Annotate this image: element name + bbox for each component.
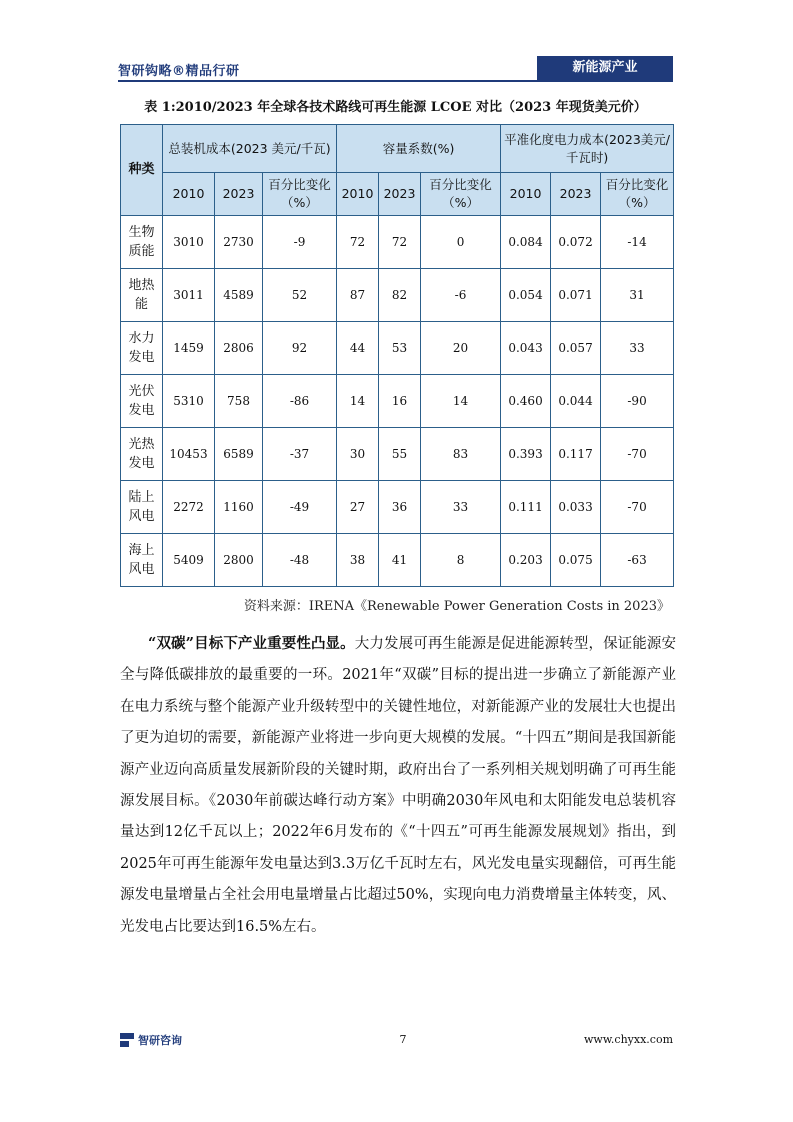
- table-cell: -90: [601, 375, 674, 428]
- footer-logo-text: 智研咨询: [138, 1034, 182, 1047]
- subheader-pct-change: 百分比变化（%）: [601, 173, 674, 216]
- table-cell: -63: [601, 534, 674, 587]
- table-cell: 2806: [215, 322, 263, 375]
- table-row: [121, 269, 674, 322]
- table-cell: 16: [379, 375, 421, 428]
- table-cell: 5409: [163, 534, 215, 587]
- table-cell: 82: [379, 269, 421, 322]
- lcoe-table: [120, 124, 674, 587]
- table-cell: 14: [421, 375, 501, 428]
- table-row: [121, 216, 674, 269]
- table-cell: 0.111: [501, 481, 551, 534]
- table-source: 资料来源：IRENA《Renewable Power Generation Costs in 2023》: [243, 599, 670, 614]
- table-cell: 55: [379, 428, 421, 481]
- table-cell: 87: [337, 269, 379, 322]
- table-cell: 38: [337, 534, 379, 587]
- table-cell: 44: [337, 322, 379, 375]
- table-cell: 0.057: [551, 322, 601, 375]
- table-cell: 5310: [163, 375, 215, 428]
- table-cell: 1160: [215, 481, 263, 534]
- table-cell: 0.043: [501, 322, 551, 375]
- table-row: [121, 428, 674, 481]
- table-cell: -70: [601, 428, 674, 481]
- table-row: [121, 481, 674, 534]
- table-cell: 0.075: [551, 534, 601, 587]
- subheader-year-2010: 2010: [337, 173, 379, 216]
- table-cell: 2800: [215, 534, 263, 587]
- paragraph-text: 大力发展可再生能源是促进能源转型，保证能源安全与降低碳排放的最重要的一环。2021年“双碳”目标的提出进一步确立了新能源产业在电力系统与整个能源产业升级转型中的关键性地位，对新能源产业的发展壮大也提出了更为迫切的需要，新能源产业将进一步向更大规模的发展。“十四五”期间是我国新能源产业迈向高质量发展新阶段的关键时期，政府出台了一系列相关规划明确了可再生能源发展目标。《2030年前碳达峰行动方案》中明确2030年风电和太阳能发电总装机容量达到12亿千瓦以上；2022年6月发布的《“十四五”可再生能源发展规划》指出，到2025年可再生能源年发电量达到3.3万亿千瓦时左右，风光发电量实现翻倍，可再生能源发电量增量占全社会用电量增量占比超过50%，实现向电力消费增量主体转变，风、光发电占比要达到16.5%左右。: [120, 636, 677, 935]
- footer-logo: [120, 1032, 182, 1048]
- table-cell: 83: [421, 428, 501, 481]
- table-cell: 4589: [215, 269, 263, 322]
- table-cell: -14: [601, 216, 674, 269]
- table-cell: 33: [601, 322, 674, 375]
- table-cell: 0.071: [551, 269, 601, 322]
- subheader-year-2023: 2023: [379, 173, 421, 216]
- table-cell: 1459: [163, 322, 215, 375]
- table-cell: 0.044: [551, 375, 601, 428]
- table-cell: 758: [215, 375, 263, 428]
- table-cell: 0.033: [551, 481, 601, 534]
- table-cell: -86: [263, 375, 337, 428]
- table-cell: 36: [379, 481, 421, 534]
- table-cell: 3010: [163, 216, 215, 269]
- header-group-capacity-factor: 容量系数(%): [337, 125, 501, 173]
- table-cell: 27: [337, 481, 379, 534]
- page-number: 7: [399, 1033, 407, 1046]
- table-cell: 8: [421, 534, 501, 587]
- table-cell: 72: [379, 216, 421, 269]
- table-cell: 31: [601, 269, 674, 322]
- table-cell: 3011: [163, 269, 215, 322]
- row-kind-label: 海上风电: [121, 534, 163, 587]
- table-cell: -9: [263, 216, 337, 269]
- subheader-year-2023: 2023: [215, 173, 263, 216]
- row-kind-label: 光热发电: [121, 428, 163, 481]
- header-rule: [118, 80, 673, 82]
- table-cell: 20: [421, 322, 501, 375]
- table-cell: 0.084: [501, 216, 551, 269]
- table-cell: 52: [263, 269, 337, 322]
- table-cell: 2272: [163, 481, 215, 534]
- table-cell: 0.117: [551, 428, 601, 481]
- table-cell: 41: [379, 534, 421, 587]
- table-cell: 0.460: [501, 375, 551, 428]
- table-caption: 表 1:2010/2023 年全球各技术路线可再生能源 LCOE 对比（2023 年现货美元价）: [144, 100, 647, 115]
- table-cell: 0: [421, 216, 501, 269]
- footer-url: www.chyxx.com: [583, 1033, 673, 1046]
- row-kind-label: 光伏发电: [121, 375, 163, 428]
- table-cell: 33: [421, 481, 501, 534]
- table-cell: -70: [601, 481, 674, 534]
- subheader-pct-change: 百分比变化（%）: [421, 173, 501, 216]
- subheader-year-2010: 2010: [501, 173, 551, 216]
- table-row: [121, 322, 674, 375]
- table-cell: 30: [337, 428, 379, 481]
- table-cell: 0.203: [501, 534, 551, 587]
- row-kind-label: 生物质能: [121, 216, 163, 269]
- table-cell: 2730: [215, 216, 263, 269]
- table-cell: 53: [379, 322, 421, 375]
- header-brand: 智研钩略®精品行研: [118, 64, 240, 79]
- table-row: [121, 375, 674, 428]
- company-logo-icon: [120, 1033, 134, 1047]
- table-cell: 72: [337, 216, 379, 269]
- header-group-lcoe: 平准化度电力成本(2023美元/千瓦时): [501, 125, 674, 173]
- header-group-install-cost: 总装机成本(2023 美元/千瓦): [163, 125, 337, 173]
- table-cell: -37: [263, 428, 337, 481]
- table-cell: 6589: [215, 428, 263, 481]
- table-cell: 14: [337, 375, 379, 428]
- table-cell: 0.072: [551, 216, 601, 269]
- subheader-pct-change: 百分比变化（%）: [263, 173, 337, 216]
- subheader-year-2023: 2023: [551, 173, 601, 216]
- table-body: [121, 216, 674, 587]
- table-cell: -6: [421, 269, 501, 322]
- table-row: [121, 534, 674, 587]
- table-cell: 92: [263, 322, 337, 375]
- table-cell: 0.054: [501, 269, 551, 322]
- header-section-tab: 新能源产业: [537, 56, 673, 80]
- body-paragraph: [120, 628, 676, 943]
- table-cell: -49: [263, 481, 337, 534]
- header-kind: 种类: [121, 125, 163, 216]
- table-cell: -48: [263, 534, 337, 587]
- paragraph-lead: “双碳”目标下产业重要性凸显。: [148, 635, 355, 652]
- table-cell: 10453: [163, 428, 215, 481]
- table-cell: 0.393: [501, 428, 551, 481]
- row-kind-label: 水力发电: [121, 322, 163, 375]
- subheader-year-2010: 2010: [163, 173, 215, 216]
- row-kind-label: 地热能: [121, 269, 163, 322]
- row-kind-label: 陆上风电: [121, 481, 163, 534]
